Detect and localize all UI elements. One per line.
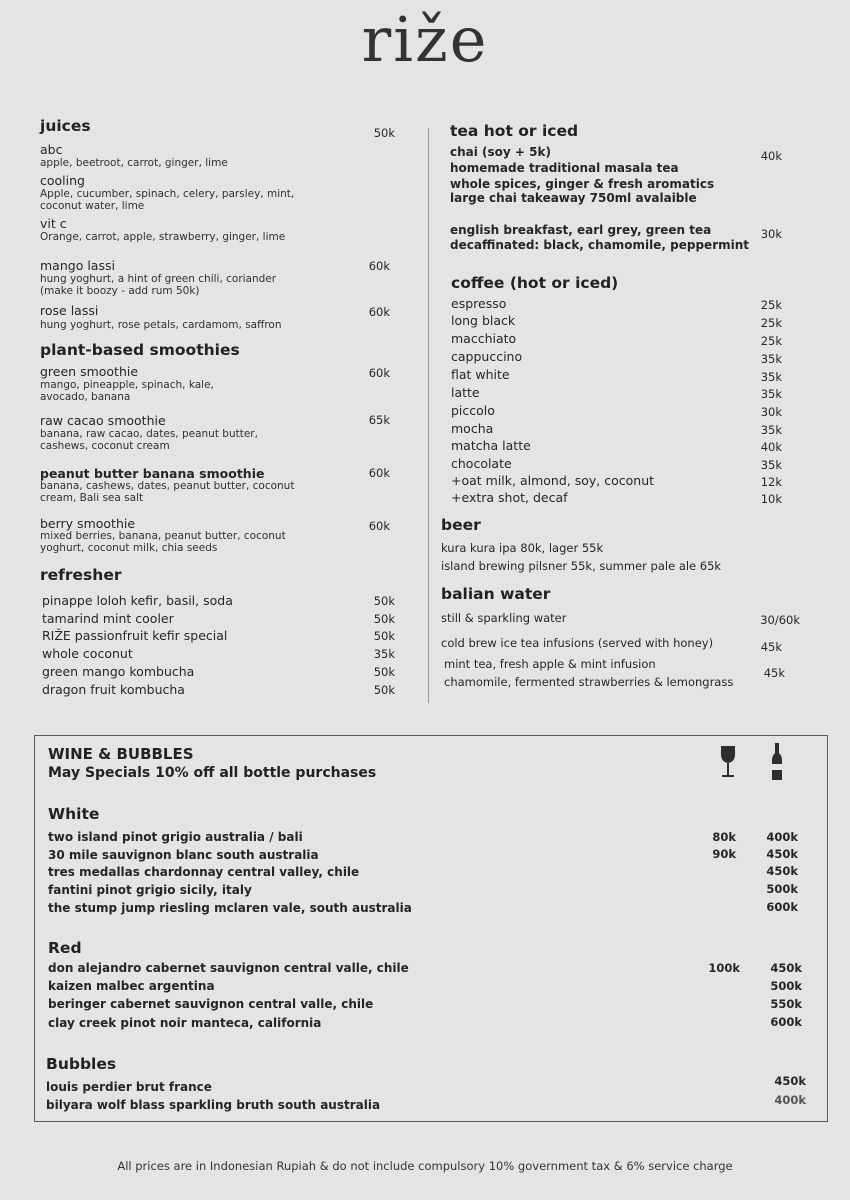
coffee-price: 35k xyxy=(760,423,782,437)
coffee-item: matcha latte xyxy=(451,438,531,453)
wine-bottle-price: 450k xyxy=(774,1074,806,1088)
wine-bottle-price: 500k xyxy=(770,979,802,993)
smoothie-pb-price: 60k xyxy=(368,466,390,480)
smoothie-green-desc: mango, pineapple, spinach, kale, avocado, banana xyxy=(40,379,214,403)
coffee-item: cappuccino xyxy=(451,349,523,364)
rose-lassi-name: rose lassi xyxy=(40,303,99,318)
beer-line: kura kura ipa 80k, lager 55k xyxy=(441,541,604,555)
refresher-price: 50k xyxy=(373,629,395,643)
wine-bottle-price: 450k xyxy=(770,961,802,975)
wine-bottle-price: 550k xyxy=(770,997,802,1011)
coffee-price: 30k xyxy=(760,405,782,419)
wine-item: beringer cabernet sauvignon central valle, chile xyxy=(48,997,374,1011)
water-heading: balian water xyxy=(441,585,551,603)
coffee-price: 12k xyxy=(760,475,782,489)
coffee-price: 40k xyxy=(760,440,782,454)
chai-price: 40k xyxy=(760,149,782,163)
coffee-addon: +extra shot, decaf xyxy=(451,490,568,505)
refresher-price: 50k xyxy=(373,612,395,626)
juices-heading: juices xyxy=(40,117,91,135)
coffee-price: 10k xyxy=(760,492,782,506)
wine-bottle-price: 450k xyxy=(766,847,798,861)
wine-glass-price: 90k xyxy=(712,847,736,861)
white-heading: White xyxy=(48,805,100,823)
coffee-addon: +oat milk, almond, soy, coconut xyxy=(451,473,655,488)
smoothies-heading: plant-based smoothies xyxy=(40,341,240,359)
refresher-item: whole coconut xyxy=(42,646,133,661)
wine-item: tres medallas chardonnay central valley, chile xyxy=(48,865,360,879)
smoothie-green-name: green smoothie xyxy=(40,364,139,379)
refresher-price: 50k xyxy=(373,683,395,697)
wine-glass-price: 80k xyxy=(712,830,736,844)
coffee-item: macchiato xyxy=(451,331,517,346)
water-still: still & sparkling water xyxy=(441,611,567,625)
juice-cooling-desc: Apple, cucumber, spinach, celery, parsley, mint, coconut water, lime xyxy=(40,188,295,212)
wine-glass-icon xyxy=(718,744,738,782)
coffee-item: chocolate xyxy=(451,456,512,471)
beer-heading: beer xyxy=(441,516,481,534)
coffee-item: latte xyxy=(451,385,480,400)
coffee-price: 25k xyxy=(760,298,782,312)
footer-note: All prices are in Indonesian Rupiah & do not include compulsory 10% government tax & 6% service charge xyxy=(117,1159,733,1173)
brand-logo: riže xyxy=(361,3,489,76)
column-divider xyxy=(428,128,429,703)
smoothie-berry-price: 60k xyxy=(368,519,390,533)
coffee-item: espresso xyxy=(451,296,507,311)
beer-line: island brewing pilsner 55k, summer pale ale 65k xyxy=(441,559,722,573)
coffee-item: piccolo xyxy=(451,403,495,418)
wine-bottle-price: 450k xyxy=(766,864,798,878)
water-infusion: mint tea, fresh apple & mint infusion xyxy=(444,657,656,671)
red-heading: Red xyxy=(48,939,82,957)
coffee-price: 35k xyxy=(760,387,782,401)
coffee-price: 25k xyxy=(760,316,782,330)
wine-item: fantini pinot grigio sicily, italy xyxy=(48,883,252,897)
coffee-heading: coffee (hot or iced) xyxy=(451,274,619,292)
wine-item: the stump jump riesling mclaren vale, south australia xyxy=(48,901,412,915)
refresher-heading: refresher xyxy=(40,566,122,584)
wine-special: May Specials 10% off all bottle purchases xyxy=(48,765,377,781)
wine-bottle-price: 400k xyxy=(766,830,798,844)
mango-lassi-name: mango lassi xyxy=(40,258,115,273)
refresher-item: RIŽE passionfruit kefir special xyxy=(42,628,228,643)
wine-item: two island pinot grigio australia / bali xyxy=(48,830,303,844)
coffee-price: 35k xyxy=(760,370,782,384)
wine-bottle-price: 600k xyxy=(770,1015,802,1029)
wine-item: louis perdier brut france xyxy=(46,1080,212,1094)
juice-cooling-name: cooling xyxy=(40,173,85,188)
mango-lassi-desc: hung yoghurt, a hint of green chili, coriander (make it boozy - add rum 50k) xyxy=(40,273,277,297)
water-coldbrew: cold brew ice tea infusions (served with honey) xyxy=(441,636,714,650)
water-infusion-price: 45k xyxy=(763,666,785,680)
tea-heading: tea hot or iced xyxy=(450,122,579,140)
coffee-price: 35k xyxy=(760,352,782,366)
smoothie-green-price: 60k xyxy=(368,366,390,380)
chai-line: chai (soy + 5k) xyxy=(450,145,551,159)
juice-abc-desc: apple, beetroot, carrot, ginger, lime xyxy=(40,157,228,169)
juice-abc-name: abc xyxy=(40,142,63,157)
water-still-price: 30/60k xyxy=(760,613,800,627)
wine-heading: WINE & BUBBLES xyxy=(48,745,194,763)
coffee-item: mocha xyxy=(451,421,494,436)
smoothie-pb-desc: banana, cashews, dates, peanut butter, coconut cream, Bali sea salt xyxy=(40,480,295,504)
juice-vitc-name: vit c xyxy=(40,216,67,231)
chai-line: homemade traditional masala tea xyxy=(450,161,679,175)
smoothie-berry-desc: mixed berries, banana, peanut butter, coconut yoghurt, coconut milk, chia seeds xyxy=(40,530,286,554)
wine-bottle-price: 500k xyxy=(766,882,798,896)
wine-bottle-icon xyxy=(770,742,784,782)
wine-item: clay creek pinot noir manteca, california xyxy=(48,1016,322,1030)
wine-item: 30 mile sauvignon blanc south australia xyxy=(48,848,319,862)
smoothie-cacao-desc: banana, raw cacao, dates, peanut butter, cashews, coconut cream xyxy=(40,428,258,452)
coffee-price: 35k xyxy=(760,458,782,472)
tea-price: 30k xyxy=(760,227,782,241)
wine-section xyxy=(34,735,828,1122)
coffee-item: long black xyxy=(451,313,516,328)
wine-item: kaizen malbec argentina xyxy=(48,979,215,993)
smoothie-cacao-name: raw cacao smoothie xyxy=(40,413,166,428)
bubbles-heading: Bubbles xyxy=(46,1055,117,1073)
smoothie-cacao-price: 65k xyxy=(368,413,390,427)
rose-lassi-desc: hung yoghurt, rose petals, cardamom, saffron xyxy=(40,319,282,331)
refresher-item: pinappe loloh kefir, basil, soda xyxy=(42,593,233,608)
chai-line: large chai takeaway 750ml avalaible xyxy=(450,191,697,205)
chai-line: whole spices, ginger & fresh aromatics xyxy=(450,177,715,191)
wine-item: don alejandro cabernet sauvignon central valle, chile xyxy=(48,961,409,975)
refresher-item: green mango kombucha xyxy=(42,664,195,679)
refresher-price: 35k xyxy=(373,647,395,661)
juice-vitc-desc: Orange, carrot, apple, strawberry, ginger, lime xyxy=(40,231,286,243)
refresher-price: 50k xyxy=(373,665,395,679)
tea-line: english breakfast, earl grey, green tea xyxy=(450,223,712,237)
refresher-price: 50k xyxy=(373,594,395,608)
coffee-item: flat white xyxy=(451,367,510,382)
smoothie-pb-name: peanut butter banana smoothie xyxy=(40,466,265,481)
water-infusion: chamomile, fermented strawberries & lemongrass xyxy=(444,675,734,689)
mango-lassi-price: 60k xyxy=(368,259,390,273)
wine-item: bilyara wolf blass sparkling bruth south australia xyxy=(46,1098,381,1112)
refresher-item: tamarind mint cooler xyxy=(42,611,174,626)
wine-glass-price: 100k xyxy=(708,961,740,975)
juices-price: 50k xyxy=(373,126,395,140)
coffee-price: 25k xyxy=(760,334,782,348)
wine-bottle-price: 600k xyxy=(766,900,798,914)
wine-bottle-price: 400k xyxy=(774,1093,806,1107)
rose-lassi-price: 60k xyxy=(368,305,390,319)
tea-line: decaffinated: black, chamomile, peppermint xyxy=(450,238,750,252)
smoothie-berry-name: berry smoothie xyxy=(40,516,136,531)
refresher-item: dragon fruit kombucha xyxy=(42,682,185,697)
water-coldbrew-price: 45k xyxy=(760,640,782,654)
